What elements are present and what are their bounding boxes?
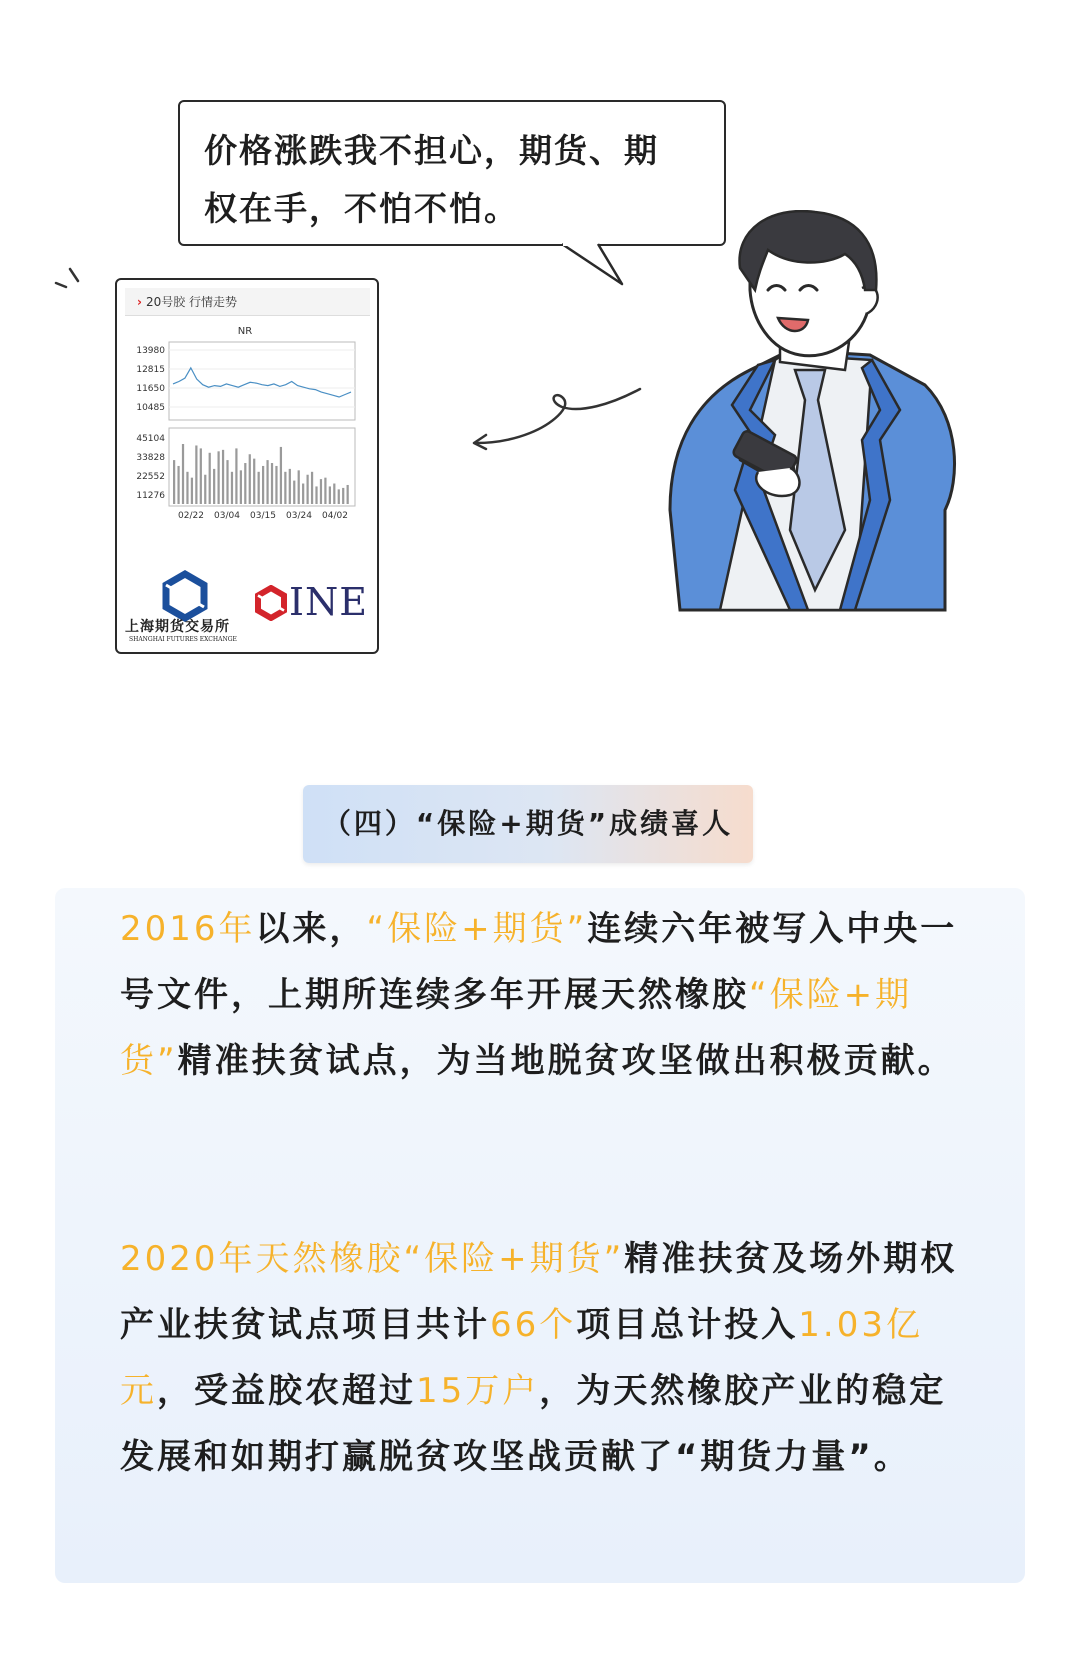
volume-bar <box>293 481 295 504</box>
para1-text-b: 连续六年被写入中央一号文件，上期所连续多年开展天然橡胶 <box>120 909 958 1015</box>
decoration-marks <box>52 265 92 295</box>
volume-tick-label: 45104 <box>136 434 165 444</box>
x-tick-label: 02/22 <box>178 511 204 521</box>
volume-bar <box>222 450 224 504</box>
volume-bar <box>342 488 344 504</box>
volume-bar <box>231 472 233 504</box>
volume-bar <box>240 470 242 504</box>
chart-header-label: 20号胶 行情走势 <box>145 295 238 309</box>
speech-bubble-tail <box>560 240 630 290</box>
shfe-name-cn: 上海期货交易所 <box>125 619 230 635</box>
volume-bar <box>253 459 255 504</box>
volume-bar <box>347 485 349 504</box>
x-tick-label: 03/24 <box>286 511 312 521</box>
x-tick-label: 03/15 <box>250 511 276 521</box>
speech-bubble-line-2: 权在手，不怕不怕。 <box>204 189 519 228</box>
volume-bar <box>186 472 188 504</box>
paragraph-1 <box>120 896 980 1094</box>
volume-tick-label: 11276 <box>136 491 165 501</box>
volume-bar <box>182 444 184 504</box>
volume-bar <box>315 486 317 504</box>
highlight-150k-households: 15万户 <box>416 1371 540 1411</box>
volume-bar <box>177 466 179 504</box>
volume-tick-label: 33828 <box>136 453 165 463</box>
para2-text-a: 精准扶贫及场外期权产业扶贫试点项目共计 <box>120 1239 958 1345</box>
volume-bar <box>289 469 291 504</box>
volume-bar <box>262 466 264 504</box>
ine-logo-text: INE <box>289 580 368 624</box>
volume-bar <box>218 451 220 504</box>
volume-bar <box>298 470 300 504</box>
highlight-66-projects: 66个 <box>490 1305 577 1345</box>
volume-bar <box>213 469 215 504</box>
chart-title: NR <box>237 326 253 337</box>
x-tick-label: 03/04 <box>214 511 240 521</box>
volume-bar <box>258 472 260 504</box>
volume-bar <box>195 445 197 504</box>
volume-bar <box>324 478 326 504</box>
highlight-insurance-futures: “保险+期货” <box>366 909 588 949</box>
man-with-phone-illustration <box>640 210 1000 620</box>
volume-bar <box>284 472 286 504</box>
volume-bar <box>204 475 206 504</box>
para1-text-c: 精准扶贫试点，为当地脱贫攻坚做出积极贡献。 <box>177 1041 955 1081</box>
volume-bar <box>226 460 228 504</box>
highlight-year-2016: 2016年 <box>120 909 256 949</box>
volume-bar <box>266 460 268 504</box>
paragraph-2 <box>120 1226 980 1490</box>
volume-bar <box>200 448 202 504</box>
volume-bar <box>320 479 322 504</box>
para2-text-b: 项目总计投入 <box>576 1305 799 1345</box>
volume-bar <box>338 489 340 504</box>
ine-logo-icon <box>253 585 289 621</box>
arrow-doodle <box>470 385 650 465</box>
volume-bar <box>311 472 313 504</box>
nr-price-volume-chart <box>117 316 377 556</box>
volume-tick-label: 22552 <box>136 472 165 482</box>
volume-bar <box>271 463 273 504</box>
price-tick-label: 13980 <box>136 346 165 356</box>
chart-header <box>125 288 370 316</box>
price-tick-label: 10485 <box>136 403 165 413</box>
volume-bar <box>302 484 304 504</box>
volume-bar <box>333 484 335 504</box>
volume-bar <box>209 453 211 504</box>
volume-bar <box>280 447 282 504</box>
chevron-right-icon: › <box>137 295 142 309</box>
volume-bar <box>244 463 246 504</box>
price-line <box>173 368 351 397</box>
volume-bar <box>307 475 309 504</box>
market-chart-card <box>115 278 379 654</box>
volume-bar <box>275 466 277 504</box>
x-tick-label: 04/02 <box>322 511 348 521</box>
volume-bar <box>191 478 193 504</box>
para1-text-a: 以来， <box>255 909 367 949</box>
volume-bar <box>249 454 251 504</box>
volume-bar <box>173 460 175 504</box>
shfe-name-en: SHANGHAI FUTURES EXCHANGE <box>129 636 237 643</box>
highlight-2020-rubber: 2020年天然橡胶“保险+期货” <box>120 1239 625 1279</box>
section-title: （四）“保险+期货”成绩喜人 <box>303 785 753 863</box>
para2-text-d: ，为天然橡胶产业的稳定发展和如期打赢脱贫攻坚战贡献了“期货力量”。 <box>120 1371 947 1477</box>
highlight-103-million: 1.03亿元 <box>120 1305 923 1411</box>
speech-bubble-line-1: 价格涨跌我不担心，期货、期 <box>204 131 659 170</box>
para2-text-c: ，受益胶农超过 <box>157 1371 416 1411</box>
highlight-insurance-futures-2: “保险+期货” <box>120 975 913 1081</box>
price-tick-label: 12815 <box>136 365 165 375</box>
volume-bar <box>235 448 237 504</box>
volume-bar <box>329 486 331 504</box>
price-tick-label: 11650 <box>136 384 165 394</box>
